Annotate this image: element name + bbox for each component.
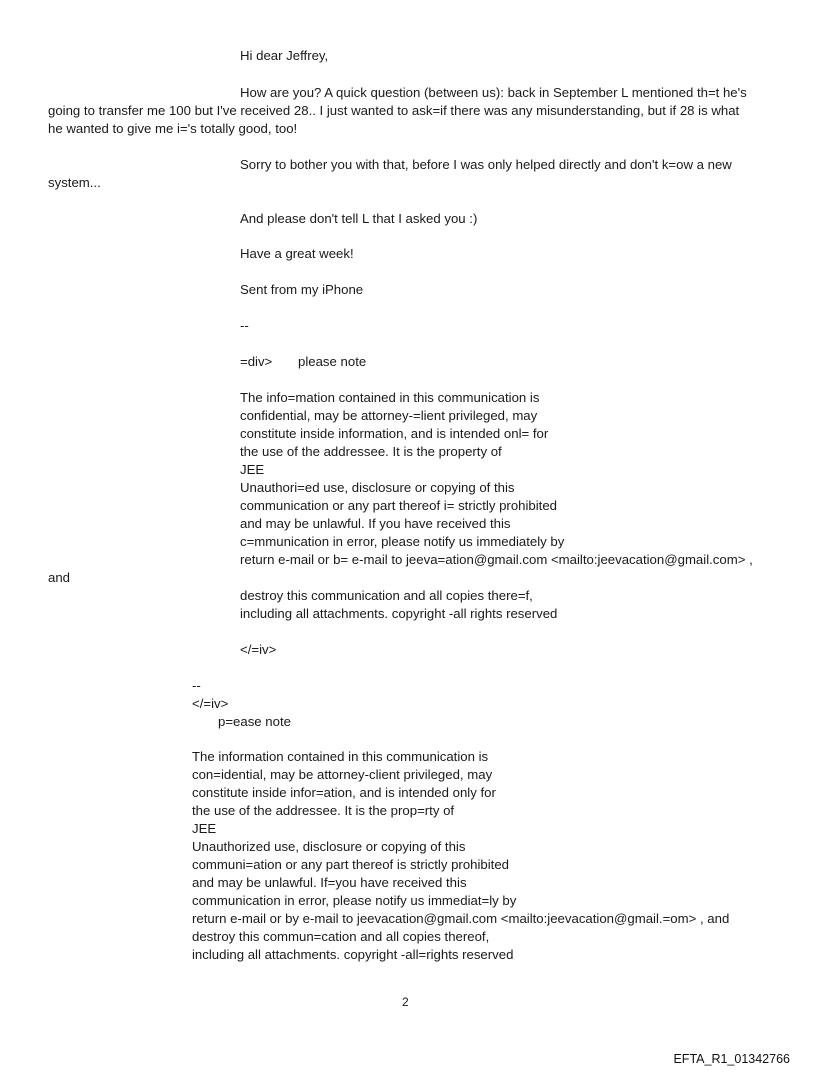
- body-line: And please don't tell L that I asked you :): [240, 211, 478, 226]
- disclaimer-line: Unauthori=ed use, disclosure or copying of this: [240, 480, 515, 495]
- div-close-tag: </=iv>: [240, 642, 277, 657]
- please-note-label: p=ease note: [218, 714, 291, 729]
- disclaimer-line: constitute inside infor=ation, and is intended only for: [192, 785, 496, 800]
- disclaimer-line: JEE: [240, 462, 265, 477]
- disclaimer-line: Unauthorized use, disclosure or copying of this: [192, 839, 466, 854]
- disclaimer-line: including all attachments. copyright -all rights reserved: [240, 606, 558, 621]
- disclaimer-line: The information contained in this communication is: [192, 749, 489, 764]
- div-close-tag: </=iv>: [192, 696, 229, 711]
- disclaimer-line: c=mmunication in error, please notify us immediately by: [240, 534, 565, 549]
- disclaimer-line: return e-mail or b= e-mail to jeeva=ation@gmail.com <mailto:jeevacation@gmail.com> ,: [240, 552, 753, 567]
- disclaimer-line: constitute inside information, and is intended onl= for: [240, 426, 549, 441]
- disclaimer-line: The info=mation contained in this communication is: [240, 390, 540, 405]
- separator: --: [240, 318, 249, 333]
- body-line: Sorry to bother you with that, before I was only helped directly and don't k=ow a new: [240, 157, 732, 172]
- please-note-label: please note: [298, 354, 367, 369]
- disclaimer-line: confidential, may be attorney-=lient privileged, may: [240, 408, 538, 423]
- disclaimer-line: the use of the addressee. It is the property of: [240, 444, 502, 459]
- disclaimer-line: and may be unlawful. If you have received this: [240, 516, 511, 531]
- disclaimer-line: con=idential, may be attorney-client privileged, may: [192, 767, 493, 782]
- body-line: going to transfer me 100 but I've received 28.. I just wanted to ask=if there was any misunderstanding, but if 28 is what: [48, 103, 740, 118]
- disclaimer-line: return e-mail or by e-mail to jeevacation@gmail.com <mailto:jeevacation@gmail.=om> , and: [192, 911, 730, 926]
- disclaimer-line: destroy this commun=cation and all copies thereof,: [192, 929, 490, 944]
- closing: Have a great week!: [240, 246, 354, 261]
- body-line: How are you? A quick question (between us): back in September L mentioned th=t he's: [240, 85, 747, 100]
- disclaimer-line: communi=ation or any part thereof is strictly prohibited: [192, 857, 510, 872]
- disclaimer-line: communication in error, please notify us immediat=ly by: [192, 893, 517, 908]
- body-line: he wanted to give me i='s totally good, too!: [48, 121, 298, 136]
- disclaimer-line: and may be unlawful. If=you have received this: [192, 875, 467, 890]
- disclaimer-line: JEE: [192, 821, 217, 836]
- disclaimer-line: including all attachments. copyright -all=rights reserved: [192, 947, 514, 962]
- greeting: Hi dear Jeffrey,: [240, 48, 329, 63]
- separator: --: [192, 678, 201, 693]
- disclaimer-line: communication or any part thereof i= strictly prohibited: [240, 498, 558, 513]
- page-number: 2: [402, 995, 409, 1009]
- body-line: system...: [48, 175, 101, 190]
- disclaimer-line: and: [48, 570, 71, 585]
- signature: Sent from my iPhone: [240, 282, 364, 297]
- disclaimer-line: destroy this communication and all copies there=f,: [240, 588, 533, 603]
- bates-number: EFTA_R1_01342766: [673, 1052, 790, 1066]
- div-open-tag: =div>: [240, 354, 273, 369]
- disclaimer-line: the use of the addressee. It is the prop=rty of: [192, 803, 455, 818]
